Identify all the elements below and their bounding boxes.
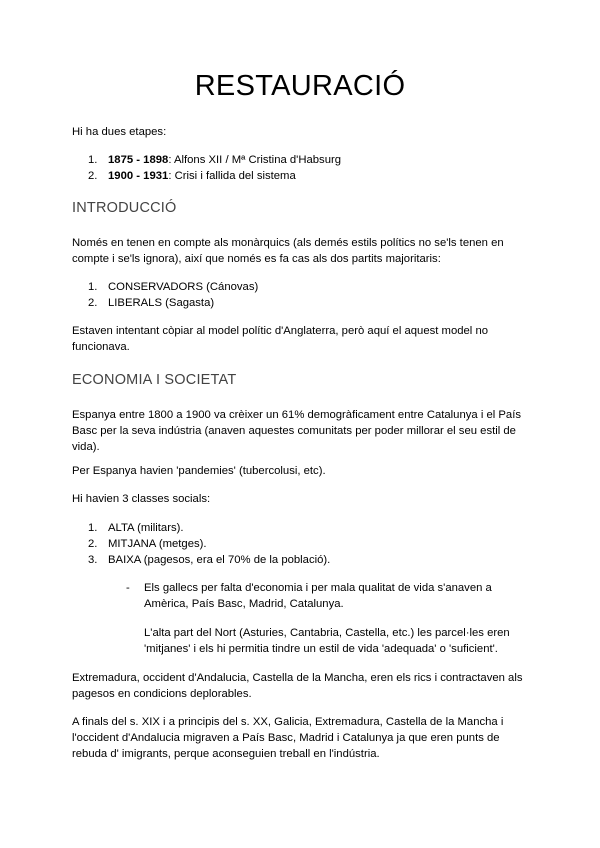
list-number: 3. (88, 554, 98, 566)
etapa-item (88, 152, 341, 168)
list-number: 2. (88, 538, 98, 550)
heading-introduccio: INTRODUCCIÓ (72, 200, 177, 216)
list-number: 1. (88, 281, 98, 293)
economia-paragraph-5: A finals del s. XIX i a principis del s. XX, Galicia, Extremadura, Castella de la Mancha i l'occident d'Andalucia migraven a País Basc, Madrid i Catalunya ja que eren punts de rebuda d' imigrants, perque aconseguien treball en l'indústria. (72, 716, 504, 760)
intro-line: Hi ha dues etapes: (72, 126, 167, 138)
list-number: 1. (88, 522, 98, 534)
etapa-text: : Crisi i fallida del sistema (168, 170, 296, 182)
introduccio-paragraph-2: Estaven intentant còpiar al model polític d'Anglaterra, però aquí el aquest model no funcionava. (72, 325, 489, 353)
partit-item (88, 295, 214, 311)
etapa-years: 1875 - 1898 (108, 154, 169, 166)
dash-bullet: - (126, 582, 130, 594)
economia-paragraph-1: Espanya entre 1800 a 1900 va crèixer un 61% demogràficament entre Catalunya i el País Basc per la seva indústria (anaven aquestes comunitats per poder millorar el seu estil de vida). (72, 409, 522, 453)
partit-text: LIBERALS (Sagasta) (108, 297, 215, 309)
economia-paragraph-4: Extremadura, occident d'Andalucia, Castella de la Mancha, eren els rics i contractaven als pagesos en condicions deplorables. (72, 672, 523, 700)
economia-paragraph-3: Hi havien 3 classes socials: (72, 493, 211, 505)
classe-text: MITJANA (metges). (108, 538, 207, 550)
classe-text: ALTA (militars). (108, 522, 184, 534)
classe-text: BAIXA (pagesos, era el 70% de la població). (108, 554, 331, 566)
partit-text: CONSERVADORS (Cánovas) (108, 281, 259, 293)
heading-economia: ECONOMIA I SOCIETAT (72, 372, 237, 388)
etapa-text: : Alfons XII / Mª Cristina d'Habsurg (168, 154, 342, 166)
list-number: 2. (88, 297, 98, 309)
etapa-item (88, 168, 296, 184)
page-title: RESTAURACIÓ (194, 70, 406, 102)
sub-paragraph-1: Els gallecs per falta d'economia i per mala qualitat de vida s'anaven a Amèrica, País Basc, Madrid, Catalunya. (144, 582, 492, 610)
classe-item (88, 552, 330, 568)
partit-item (88, 279, 258, 295)
classe-item (88, 520, 184, 536)
sub-paragraph-2: L'alta part del Nort (Asturies, Cantabria, Castella, etc.) les parcel·les eren 'mitjanes' i els hi permitia tindre un estil de vida 'adequada' o 'suficient'. (144, 627, 510, 655)
list-number: 2. (88, 170, 98, 182)
list-number: 1. (88, 154, 98, 166)
economia-paragraph-2: Per Espanya havien 'pandemies' (tubercolusi, etc). (72, 465, 326, 477)
introduccio-paragraph-1: Només en tenen en compte als monàrquics (als demés estils polítics no se'ls tenen en compte i se'ls ignora), així que només es fa cas als dos partits majoritaris: (72, 237, 504, 265)
etapa-years: 1900 - 1931 (108, 170, 169, 182)
classe-item (88, 536, 207, 552)
